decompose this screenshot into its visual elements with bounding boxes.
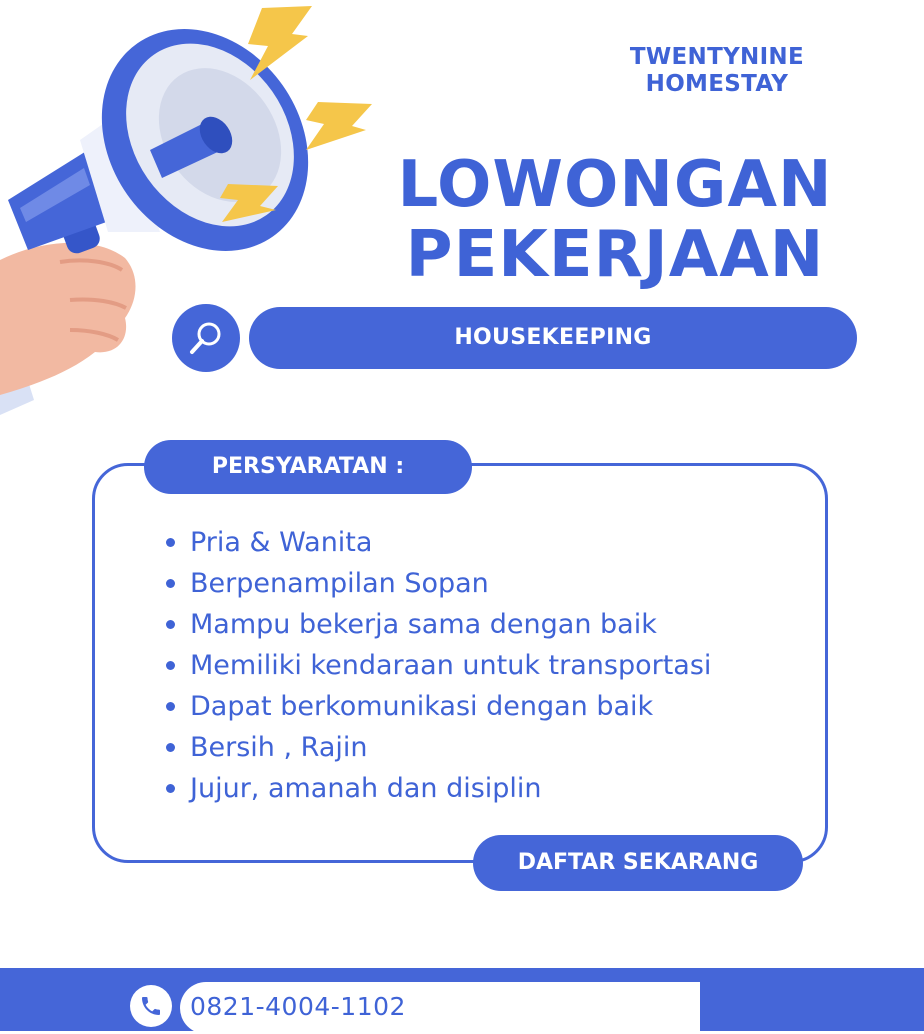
brand-line-2: HOMESTAY [645, 71, 789, 97]
requirements-list [160, 522, 711, 809]
phone-icon [130, 985, 172, 1027]
list-item [160, 563, 711, 604]
bullet-icon [166, 620, 175, 629]
requirement-text: Jujur, amanah dan disiplin [190, 773, 542, 804]
bullet-icon [166, 702, 175, 711]
requirement-text: Mampu bekerja sama dengan baik [190, 609, 657, 640]
bullet-icon [166, 743, 175, 752]
lightning-icon [248, 6, 312, 80]
headline-line-2: PEKERJAAN [405, 218, 825, 292]
brand-name [630, 44, 804, 98]
list-item [160, 686, 711, 727]
list-item [160, 604, 711, 645]
list-item [160, 768, 711, 809]
list-item [160, 645, 711, 686]
lightning-icon [306, 102, 372, 150]
requirement-text: Dapat berkomunikasi dengan baik [190, 691, 654, 722]
bullet-icon [166, 661, 175, 670]
phone-number[interactable]: 0821-4004-1102 [190, 992, 406, 1021]
job-position-badge: HOUSEKEEPING [249, 307, 857, 369]
requirement-text: Berpenampilan Sopan [190, 568, 489, 599]
requirement-text: Pria & Wanita [190, 527, 373, 558]
register-now-button[interactable]: DAFTAR SEKARANG [473, 835, 803, 891]
requirement-text: Memiliki kendaraan untuk transportasi [190, 650, 712, 681]
search-icon [172, 304, 240, 372]
page-title [380, 150, 850, 290]
brand-line-1: TWENTYNINE [629, 44, 804, 70]
bullet-icon [166, 784, 175, 793]
bullet-icon [166, 538, 175, 547]
list-item [160, 522, 711, 563]
list-item [160, 727, 711, 768]
requirement-text: Bersih , Rajin [190, 732, 368, 763]
headline-line-1: LOWONGAN [397, 148, 833, 222]
requirements-title: PERSYARATAN : [144, 440, 472, 494]
bullet-icon [166, 579, 175, 588]
